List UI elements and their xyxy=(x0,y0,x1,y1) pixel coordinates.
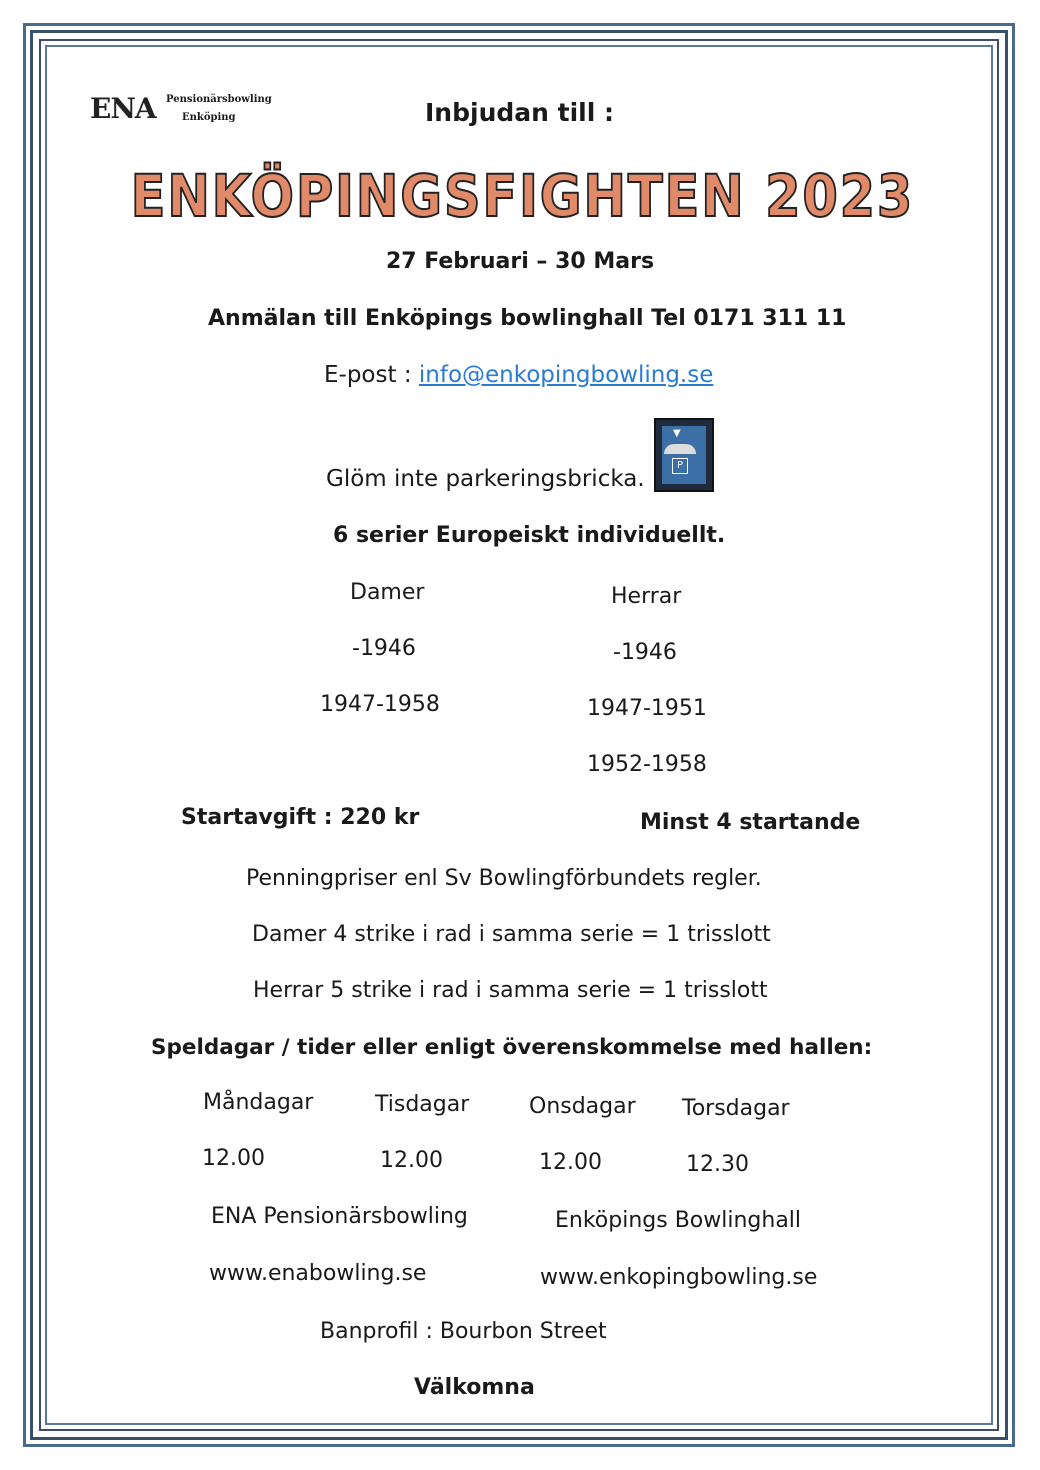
play-day: Onsdagar xyxy=(529,1094,636,1119)
page-border xyxy=(30,30,1008,1440)
start-fee: Startavgift : 220 kr xyxy=(181,805,420,830)
logo-mark: ENA xyxy=(90,92,156,125)
play-time: 12.00 xyxy=(202,1146,265,1171)
men-class: 1952-1958 xyxy=(587,752,707,777)
play-time: 12.00 xyxy=(539,1150,602,1175)
men-class: 1947-1951 xyxy=(587,696,707,721)
parking-reminder: Glöm inte parkeringsbricka. xyxy=(326,466,645,492)
men-class: -1946 xyxy=(613,640,677,665)
play-day: Tisdagar xyxy=(375,1092,470,1117)
play-time: 12.00 xyxy=(380,1148,443,1173)
women-heading: Damer xyxy=(350,580,425,605)
org-website[interactable]: www.enabowling.se xyxy=(209,1261,427,1286)
lane-profile: Banprofil : Bourbon Street xyxy=(320,1319,607,1344)
org-name: ENA Pensionärsbowling xyxy=(211,1204,468,1229)
play-day: Torsdagar xyxy=(682,1096,790,1121)
registration-info: Anmälan till Enköpings bowlinghall Tel 0171 311 11 xyxy=(208,306,847,331)
email-link[interactable]: info@enkopingbowling.se xyxy=(418,362,714,388)
men-strike-rule: Herrar 5 strike i rad i samma serie = 1 trisslott xyxy=(253,978,768,1003)
invite-heading: Inbjudan till : xyxy=(425,98,614,127)
series-info: 6 serier Europeiskt individuellt. xyxy=(333,523,726,548)
welcome-text: Välkomna xyxy=(414,1375,535,1400)
ena-logo xyxy=(90,90,272,130)
logo-line2: Enköping xyxy=(182,112,236,123)
women-strike-rule: Damer 4 strike i rad i samma serie = 1 trisslott xyxy=(252,922,771,947)
play-time: 12.30 xyxy=(686,1152,749,1177)
parking-disc-icon: ▼ P xyxy=(654,418,714,492)
event-dates: 27 Februari – 30 Mars xyxy=(385,249,655,274)
schedule-heading: Speldagar / tider eller enligt överenskommelse med hallen: xyxy=(151,1035,873,1060)
women-class: -1946 xyxy=(352,636,416,661)
prize-rules: Penningpriser enl Sv Bowlingförbundets regler. xyxy=(246,866,762,891)
logo-line1: Pensionärsbowling xyxy=(166,94,272,105)
email-label: E-post : xyxy=(324,362,419,388)
women-class: 1947-1958 xyxy=(320,692,440,717)
play-day: Måndagar xyxy=(203,1090,314,1115)
org-website[interactable]: www.enkopingbowling.se xyxy=(540,1265,818,1290)
email-line xyxy=(324,362,713,388)
minimum-participants: Minst 4 startande xyxy=(640,810,861,835)
men-heading: Herrar xyxy=(611,584,682,609)
event-title: ENKÖPINGSFIGHTEN 2023 xyxy=(130,162,915,230)
org-name: Enköpings Bowlinghall xyxy=(555,1208,802,1233)
